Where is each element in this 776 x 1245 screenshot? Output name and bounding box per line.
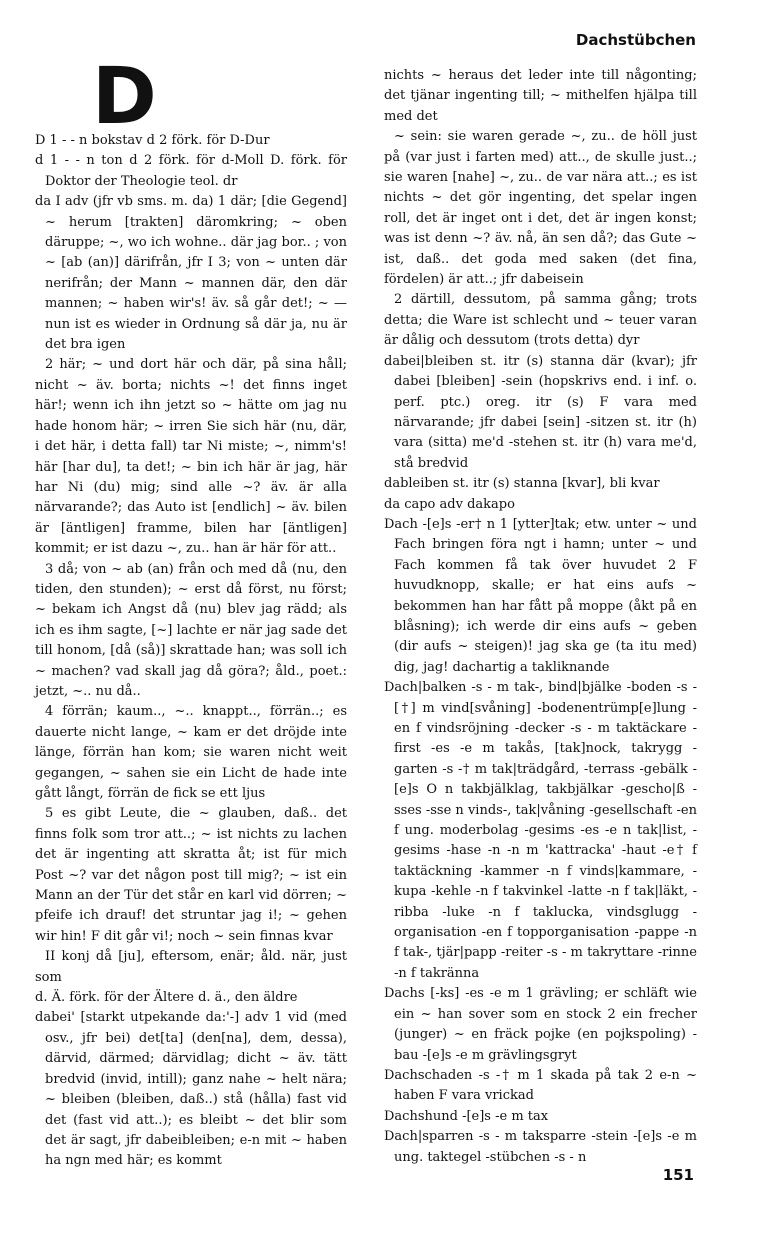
entry-sense: 3 då; von ~ ab (an) från och med då (nu, den tiden, den stunden); ~ erst då först, nu först; ~ bekam ich Angst då (nu) blev jag rädd; als ich es ihm sagte, [~] lachte er när jag sade det till honom, [då (så)] skrattade han; was soll ich ~ machen? vad skall jag då göra?; åld., poet.: jetzt, ~.. nu då.. [35,561,347,699]
section-letter: D [92,52,157,142]
entry-continuation: nichts ~ heraus det leder inte till någonting; det tjänar ingenting till; ~ mithelfen hjälpa till med det [384,68,697,124]
entry: dabei' [starkt utpekande da:'-] adv 1 vid (med osv., jfr bei) det[ta] (den[na], dem, dessa), därvid, därmed; därvidlag; dicht ~ äv. tätt bredvid (invid, intill); ganz nahe ~ helt nära; ~ bleiben (bleiben, daß..) stå (hålla) fast vid det (fast vid att..); es bleibt ~ det blir som det är sagt, jfr dabeibleiben; e-n mit ~ haben ha ngn med här; es kommt [35,1010,347,1169]
entry: D 1 - - n bokstav d 2 förk. för D-Dur [35,133,270,148]
entry: Dachschaden -s -† m 1 skada på tak 2 e-n ~ haben F vara vrickad [384,1067,697,1104]
entry-sense: ~ sein: sie waren gerade ~, zu.. de höll just på (var just i farten med) att.., de skulle just..; sie waren [nahe] ~, zu.. de var nära att..; es ist nichts ~ det gör ingenting, det spelar ingen roll, det är inget ont i det, det är ingen konst; was ist denn ~? äv. nå, än sen då?; das Gute ~ ist, daß.. det goda med saken (det fina, fördelen) är att..; jfr dabeisein [384,129,697,288]
entry: d. Ä. förk. för der Ältere d. ä., den äldre [35,990,298,1006]
entry-sense: 2 därtill, dessutom, på samma gång; trots detta; die Ware ist schlecht und ~ teuer varan är dålig och dessutom (trots detta) dyr [384,292,697,349]
right-column [384,66,697,1168]
entry: d 1 - - n ton d 2 förk. för d-Moll D. förk. för Doktor der Theologie teol. dr [35,153,347,189]
entry: Dach|balken -s - m tak-, bind|bjälke -boden -s -[†] m vind[svåning] -bodenentrümp[e]lung -en f vindsröjning -decker -s - m taktäckare -first -es -e m takås, [tak]nock, takrygg -garten -s -† m tak|trädgård, -terrass -gebälk -[e]s O n takbjälklag, takbjälkar -gescho|ß -sses -sse n vinds-, tak|våning -gesellschaft -en f ung. moderbolag -gesims -es -e n tak|list, -gesims -hase -n -n m 'kattracka' -haut -e† f taktäckning -kammer -n f vinds|kammare, -kupa -kehle -n f takvinkel -latte -n f tak|läkt, -ribba -luke -n f taklucka, vindsglugg -organisation -en f topporganisation -pappe -n f tak-, tjär|papp -reiter -s - m takryttare -rinne -n f takränna [384,680,697,981]
running-head: Dachstübchen [575,31,696,49]
entry-sense: 2 här; ~ und dort här och där, på sina håll; nicht ~ äv. borta; nichts ~! det finns inget här!; wenn ich ihn jetzt so ~ hätte om jag nu hade honom här; ~ irren Sie sich här (nu, där, i det här, i detta fall) tar Ni miste; ~, nimm's! här [har du], ta det!; ~ bin ich här är jag, här har Ni (du) mig; sind alle ~? äv. är alla närvarande?; das Auto ist [endlich] ~ äv. bilen är [äntligen] framme, bilen har [äntligen] kommit; er ist dazu ~, zu.. han är här för att.. [35,357,347,557]
page-number: 151 [662,1166,694,1184]
entry: dabei|bleiben st. itr (s) stanna där (kvar); jfr dabei [bleiben] -sein (hopskrivs end. i inf. o. perf. ptc.) oreg. itr (s) F vara med närvarande; jfr dabei [sein] -sitzen st. itr (h) vara (sitta) me'd -stehen st. itr (h) vara me'd, stå bredvid [384,353,697,471]
entry: Dach -[e]s -er† n 1 [ytter]tak; etw. unter ~ und Fach bringen föra ngt i hamn; unter ~ und Fach kommen få tak över huvudet 2 F huvudknopp, skalle; er hat eins aufs ~ bekommen han har fått på moppe (åkt på en blåsning); ich werde dir eins aufs ~ geben (dir aufs ~ steigen)! jag ska ge (ta itu med) dig, jag! dachartig a takliknande [384,516,697,675]
entry: Dachshund -[e]s -e m tax [384,1108,549,1124]
entry-sense: 5 es gibt Leute, die ~ glauben, daß.. det finns folk som tror att..; ~ ist nichts zu lachen det är ingenting att skratta åt; ist für mich Post ~? var det någon post till mig?; ~ ist ein Mann an der Tür det står en karl vid dörren; ~ pfeife ich drauf! det struntar jag i!; ~ gehen wir hin! F dit går vi!; noch ~ sein finnas kvar [35,806,347,944]
left-column [35,131,347,1172]
entry: da I adv (jfr vb sms. m. da) 1 där; [die Gegend] ~ herum [trakten] däromkring; ~ oben däruppe; ~, wo ich wohne.. där jag bor.. ; von ~ [ab (an)] därifrån, jfr I 3; von ~ unten där nerifrån; der Mann ~ mannen där, den där mannen; ~ haben wir's! äv. så går det!; ~ —nun ist es wieder in Ordnung så där ja, nu är det bra igen [35,194,347,353]
entry: da capo adv dakapo [384,496,515,512]
entry-sense: II konj då [ju], eftersom, enär; åld. när, just som [35,949,347,985]
entry: dableiben st. itr (s) stanna [kvar], bli kvar [384,476,660,492]
entry-sense: 4 förrän; kaum.., ~.. knappt.., förrän..; es dauerte nicht lange, ~ kam er det dröjde inte länge, förrän han kom; sie waren nicht weit gegangen, ~ sahen sie ein Licht de hade inte gått långt, förrän de fick se ett ljus [35,704,347,801]
entry: Dach|sparren -s - m taksparre -stein -[e]s -e m ung. taktegel -stübchen -s - n [384,1129,697,1165]
entry: Dachs [-ks] -es -e m 1 grävling; er schläft wie ein ~ han sover som en stock 2 ein frecher (junger) ~ en fräck pojke (en pojkspoling) -bau -[e]s -e m grävlingsgryt [384,986,697,1063]
